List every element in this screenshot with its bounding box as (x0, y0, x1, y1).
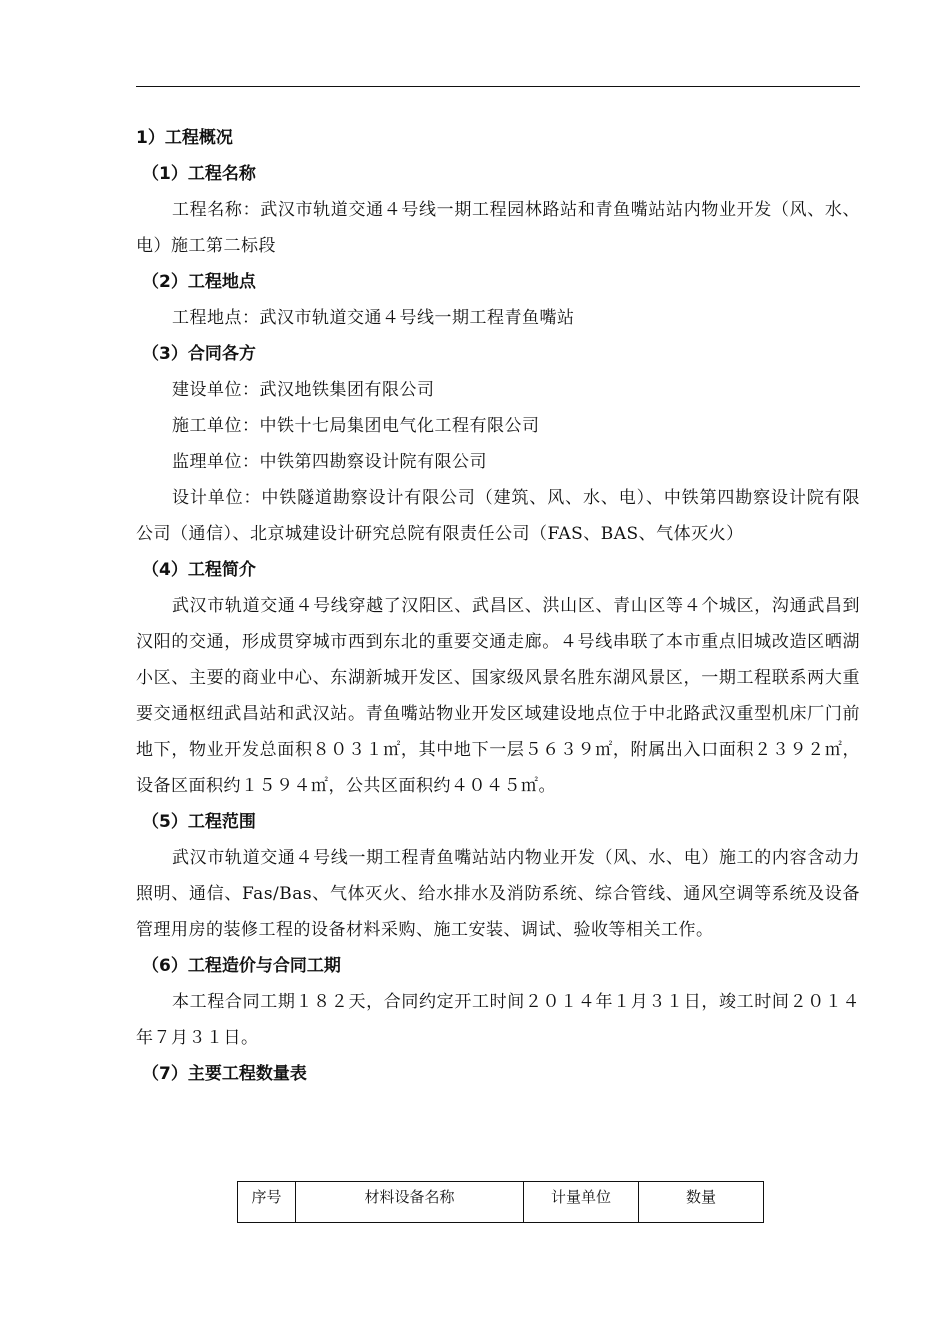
header-rule (136, 86, 860, 87)
cost-schedule-text: 本工程合同工期１８２天，合同约定开工时间２０１４年１月３１日，竣工时间２０１４年７月３１日。 (136, 992, 860, 1048)
heading-project-brief: （4）工程简介 (142, 560, 256, 580)
heading-project-location: （2）工程地点 (142, 272, 256, 292)
quantity-table (237, 1181, 764, 1223)
project-brief-text: 武汉市轨道交通４号线穿越了汉阳区、武昌区、洪山区、青山区等４个城区，沟通武昌到汉阳的交通，形成贯穿城市西到东北的重要交通走廊。４号线串联了本市重点旧城改造区晒湖小区、主要的商业中心、东湖新城开发区、国家级风景名胜东湖风景区，一期工程联系两大重要交通枢纽武昌站和武汉站。青鱼嘴站物业开发区域建设地点位于中北路武汉重型机床厂门前地下，物业开发总面积８０３１㎡，其中地下一层５６３９㎡，附属出入口面积２３９２㎡，设备区面积约１５９４㎡，公共区面积约４０４５㎡。 (136, 596, 860, 796)
project-scope-text: 武汉市轨道交通４号线一期工程青鱼嘴站站内物业开发（风、水、电）施工的内容含动力照明、通信、Fas/Bas、气体灭火、给水排水及消防系统、综合管线、通风空调等系统及设备管理用房的装修工程的设备材料采购、施工安装、调试、验收等相关工作。 (136, 848, 860, 940)
contractor-unit: 施工单位：中铁十七局集团电气化工程有限公司 (172, 416, 540, 436)
col-quantity: 数量 (639, 1182, 764, 1223)
heading-cost-schedule: （6）工程造价与合同工期 (142, 956, 341, 976)
col-material-name: 材料设备名称 (296, 1182, 524, 1223)
table-header-row (238, 1182, 764, 1223)
section-title: 1）工程概况 (136, 128, 233, 148)
owner-unit: 建设单位：武汉地铁集团有限公司 (172, 380, 435, 400)
heading-quantity-table: （7）主要工程数量表 (142, 1064, 307, 1084)
heading-contract-parties: （3）合同各方 (142, 344, 256, 364)
project-name-text: 工程名称：武汉市轨道交通４号线一期工程园林路站和青鱼嘴站站内物业开发（风、水、电）施工第二标段 (136, 200, 860, 256)
heading-project-name: （1）工程名称 (142, 164, 256, 184)
supervisor-unit: 监理单位：中铁第四勘察设计院有限公司 (172, 452, 487, 472)
project-location-text: 工程地点：武汉市轨道交通４号线一期工程青鱼嘴站 (172, 308, 575, 328)
heading-project-scope: （5）工程范围 (142, 812, 256, 832)
document-body (136, 120, 860, 1092)
col-unit: 计量单位 (524, 1182, 639, 1223)
designer-unit: 设计单位：中铁隧道勘察设计有限公司（建筑、风、水、电）、中铁第四勘察设计院有限公司（通信）、北京城建设计研究总院有限责任公司（FAS、BAS、气体灭火） (136, 488, 860, 544)
col-serial: 序号 (238, 1182, 296, 1223)
